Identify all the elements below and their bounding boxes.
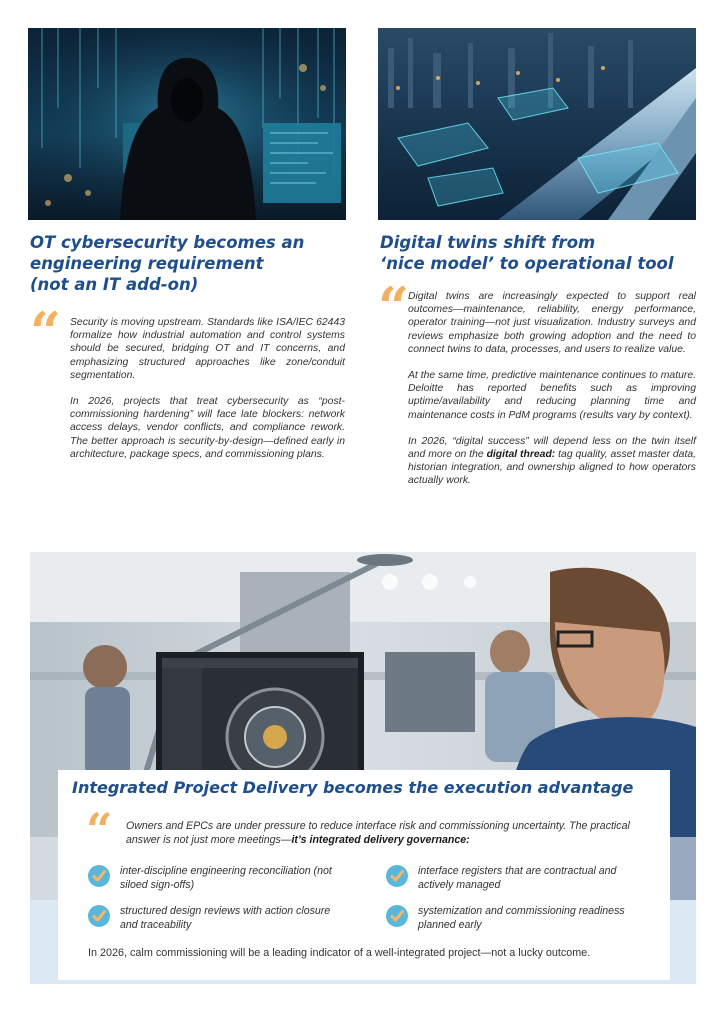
cybersecurity-paragraph-1: Security is moving upstream. Standards like ISA/IEC 62443 formalize how industrial automation and control systems should be secured, bridging OT and IT concerns, and emphasizing structured approaches like zone/conduit segmentation. xyxy=(70,317,345,381)
pipeline-photo xyxy=(378,28,696,220)
cybersecurity-headline-line-3: (not an IT add-on) xyxy=(30,275,199,294)
ipd-bullet-3 xyxy=(88,904,340,932)
ipd-bullet-4 xyxy=(386,904,638,932)
cybersecurity-headline-line-1: OT cybersecurity becomes an xyxy=(30,233,305,252)
cybersecurity-paragraph-2: In 2026, projects that treat cybersecurity as “post-commissioning hardening” will face late blockers: network access delays, vendor conflicts, and compliance rework. The better approach is security-by-design—defined early in architecture, package specs, and commissioning plans. xyxy=(70,396,345,460)
quote-mark-icon: “ xyxy=(86,803,107,857)
ipd-intro-text: Owners and EPCs are under pressure to reduce interface risk and commissioning uncertainty. The practical answer is not just more meetings— xyxy=(126,820,630,846)
digital-twins-paragraph-2: At the same time, predictive maintenance continues to mature. Deloitte has reported benefits such as improving uptime/availability and reducing planning time and maintenance costs in PdM programs (results vary by context). xyxy=(408,370,696,421)
ipd-intro-emphasis: it’s integrated delivery governance: xyxy=(291,834,470,846)
ipd-intro xyxy=(126,819,646,847)
digital-twins-paragraph-3 xyxy=(408,435,696,488)
cybersecurity-headline-line-2: engineering requirement xyxy=(30,254,264,273)
digital-twins-p3-text: In 2026, “digital success” will depend less on the twin itself and more on the xyxy=(408,435,696,461)
hacker-photo xyxy=(28,28,346,220)
ipd-bullet-text: interface registers that are contractual and actively managed xyxy=(418,865,617,891)
digital-twins-headline-line-2: ‘nice model’ to operational tool xyxy=(380,254,674,273)
digital-twins-body xyxy=(408,290,696,501)
ipd-bullet-text: systemization and commissioning readiness planned early xyxy=(418,905,625,931)
quote-mark-icon: “ xyxy=(30,300,56,364)
ipd-bullet-text: inter-discipline engineering reconciliation (not siloed sign-offs) xyxy=(120,865,332,891)
quote-mark-icon: “ xyxy=(378,275,404,339)
check-icon xyxy=(386,865,408,887)
digital-thread-emphasis: digital thread: xyxy=(486,449,556,461)
cybersecurity-body xyxy=(70,316,345,474)
ipd-bullet-text: structured design reviews with action closure and traceability xyxy=(120,905,331,931)
digital-twins-paragraph-1: Digital twins are increasingly expected to support real outcomes—maintenance, reliability, energy performance, operator training—not just visualization. Industry surveys and reviews emphasize both growing adoption and the need to connect twins to data, processes, and users to realize value. xyxy=(408,291,696,355)
ipd-headline: Integrated Project Delivery becomes the execution advantage xyxy=(72,778,634,797)
digital-twins-headline-line-1: Digital twins shift from xyxy=(380,233,596,252)
digital-twins-headline xyxy=(380,232,700,274)
ipd-conclusion: In 2026, calm commissioning will be a leading indicator of a well-integrated project—not a lucky outcome. xyxy=(88,947,591,959)
digital-twins-p3-tail: tag quality, asset master data, historian integration, and ownership aligned to how operators actually work. xyxy=(408,449,696,487)
ipd-bullet-2 xyxy=(386,864,638,892)
cybersecurity-headline xyxy=(30,232,350,295)
ipd-bullet-1 xyxy=(88,864,340,892)
check-icon xyxy=(386,905,408,927)
check-icon xyxy=(88,905,110,927)
check-icon xyxy=(88,865,110,887)
